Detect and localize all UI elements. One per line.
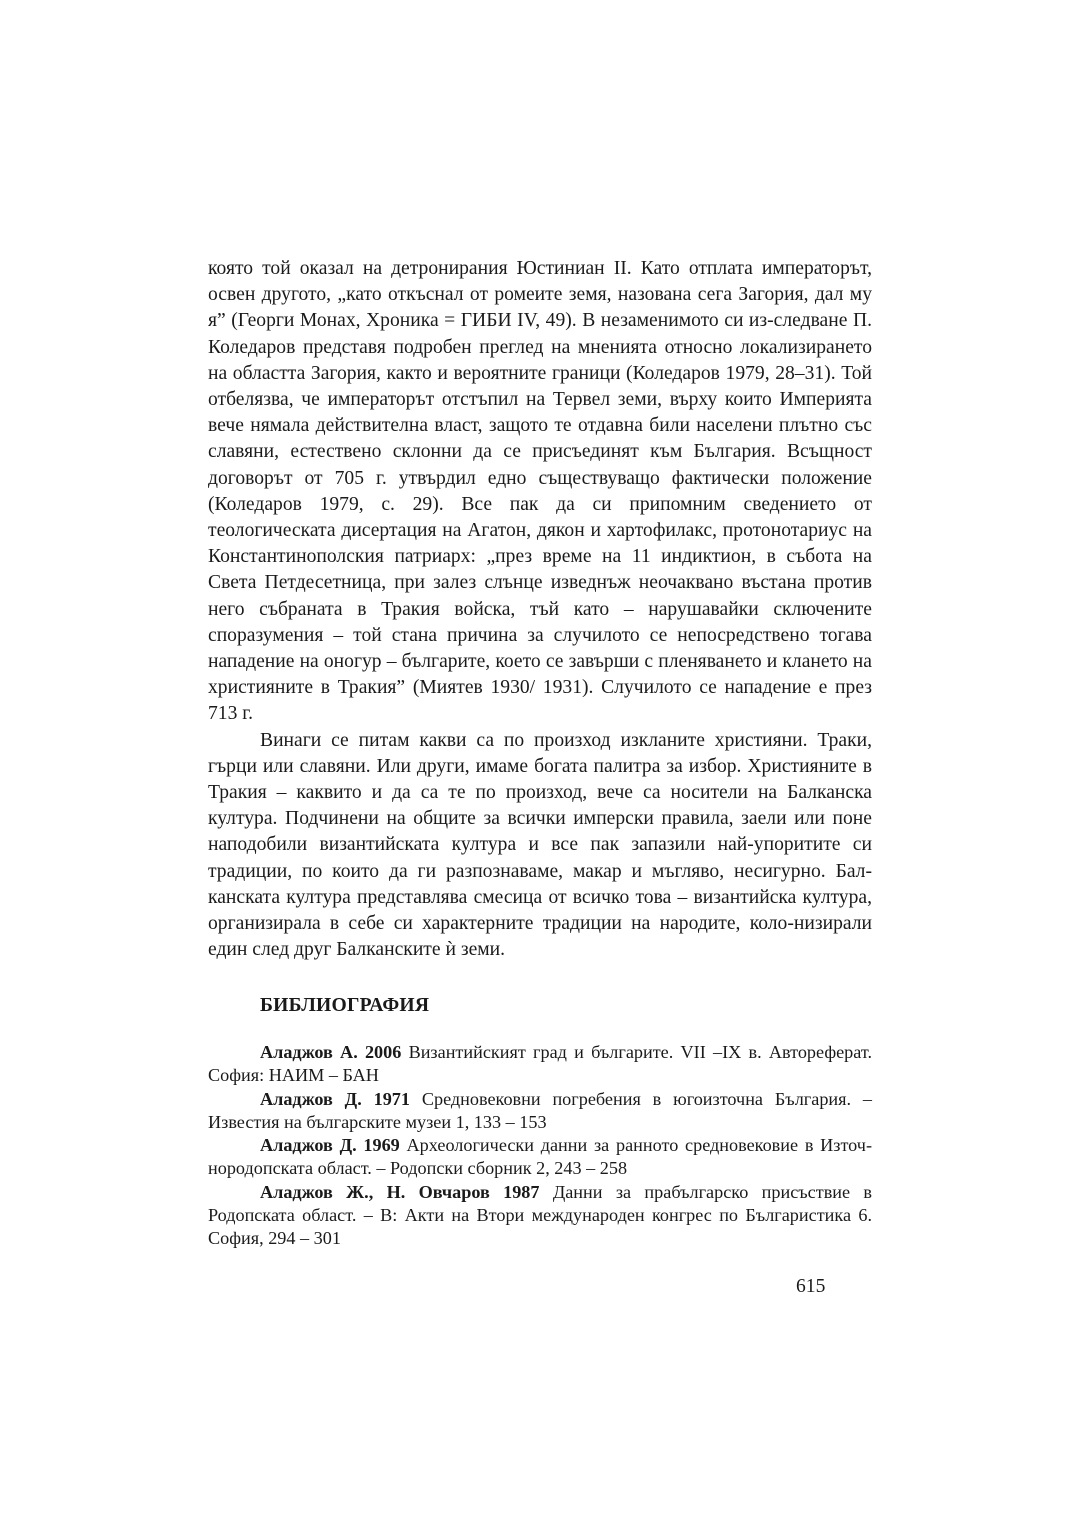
bibliography-entry [208,1181,872,1251]
bibliography-heading: БИБЛИОГРАФИЯ [260,995,430,1016]
bibliography-list [208,1041,872,1251]
body-text [208,256,872,963]
bibliography-text: Средновековни погребения в югоизточна България. – Известия на българските музеи 1, 133 – 153 [208,1088,873,1132]
bibliography-entry [208,1041,872,1088]
bibliography-text: Византийският град и българите. VII –IX в. Автореферат. София: НАИМ – БАН [208,1042,872,1086]
bibliography-entry [208,1134,872,1181]
paragraph-2: Винаги се питам какви са по произход изкланите християни. Траки, гърци или славяни. Или други, имаме богата палитра за избор. Християните в Тракия – каквито и да са те по произход, вече са носители на Балканска култура. Подчинени на общите за всички имперски правила, заели или поне наподобили византийската култура и все пак запазили най-упоритите си традиции, по които да ги разпознаваме, макар и мъгляво, несигурно. Бал-канската култура представлява смесица от всичко това – византийска култура, организирала в себе си характерните традиции на народите, коло-низирали един след друг Балканските ѝ земи. [208,729,872,961]
bibliography-text: Археологически данни за ранното средновековие в Източ-нородопската област. – Родопски сборник 2, 243 – 258 [208,1135,873,1179]
bibliography-author: Аладжов Д. 1971 [260,1088,410,1109]
bibliography-author: Аладжов Д. 1969 [260,1135,400,1156]
page-number: 615 [796,1276,826,1297]
bibliography-text: Данни за прабългарско присъствие в Родопската област. – В: Акти на Втори международен конгрес по Българистика 6. София, 294 – 301 [208,1181,872,1249]
bibliography-entry [208,1088,872,1135]
bibliography-author: Аладжов А. 2006 [260,1042,402,1062]
paragraph-1: която той оказал на детронирания Юстиниан II. Като отплата императорът, освен другото, „като откъснал от ромеите земя, назована сега Загория, дал му я” (Георги Монах, Хроника = ГИБИ IV, 49). В незаменимото си из-следване П. Коледаров представя подробен преглед на мненията относно локализирането на областта Загория, както и вероятните граници (Коледаров 1979, 28–31). Той отбелязва, че императорът отстъпил на Тервел земи, върху които Империята вече нямала действителна власт, защото те отдавна били населени плътно със славяни, естествено склонни да се присъединят към България. Всъщност договорът от 705 г. утвърдил едно съществуващо фактически положение (Коледаров 1979, с. 29). Все пак да си припомним сведението от теологическата дисертация на Агатон, дякон и хартофилакс, протонотариус на Константинополския патриарх: „през време на 11 индиктион, в събота на Света Петдесетница, при залез слънце изведнъж неочаквано въстана против него събраната в Тракия войска, тъй като – нарушавайки сключените споразумения – той стана причина за случилото се непосредствено тогава нападение на оногур – българите, което се завърши с пленяването и клането на християните в Тракия” (Миятев 1930/ 1931). Случилото се нападение е през 713 г. [208,258,872,725]
bibliography-author: Аладжов Ж., Н. Овчаров 1987 [260,1181,540,1202]
